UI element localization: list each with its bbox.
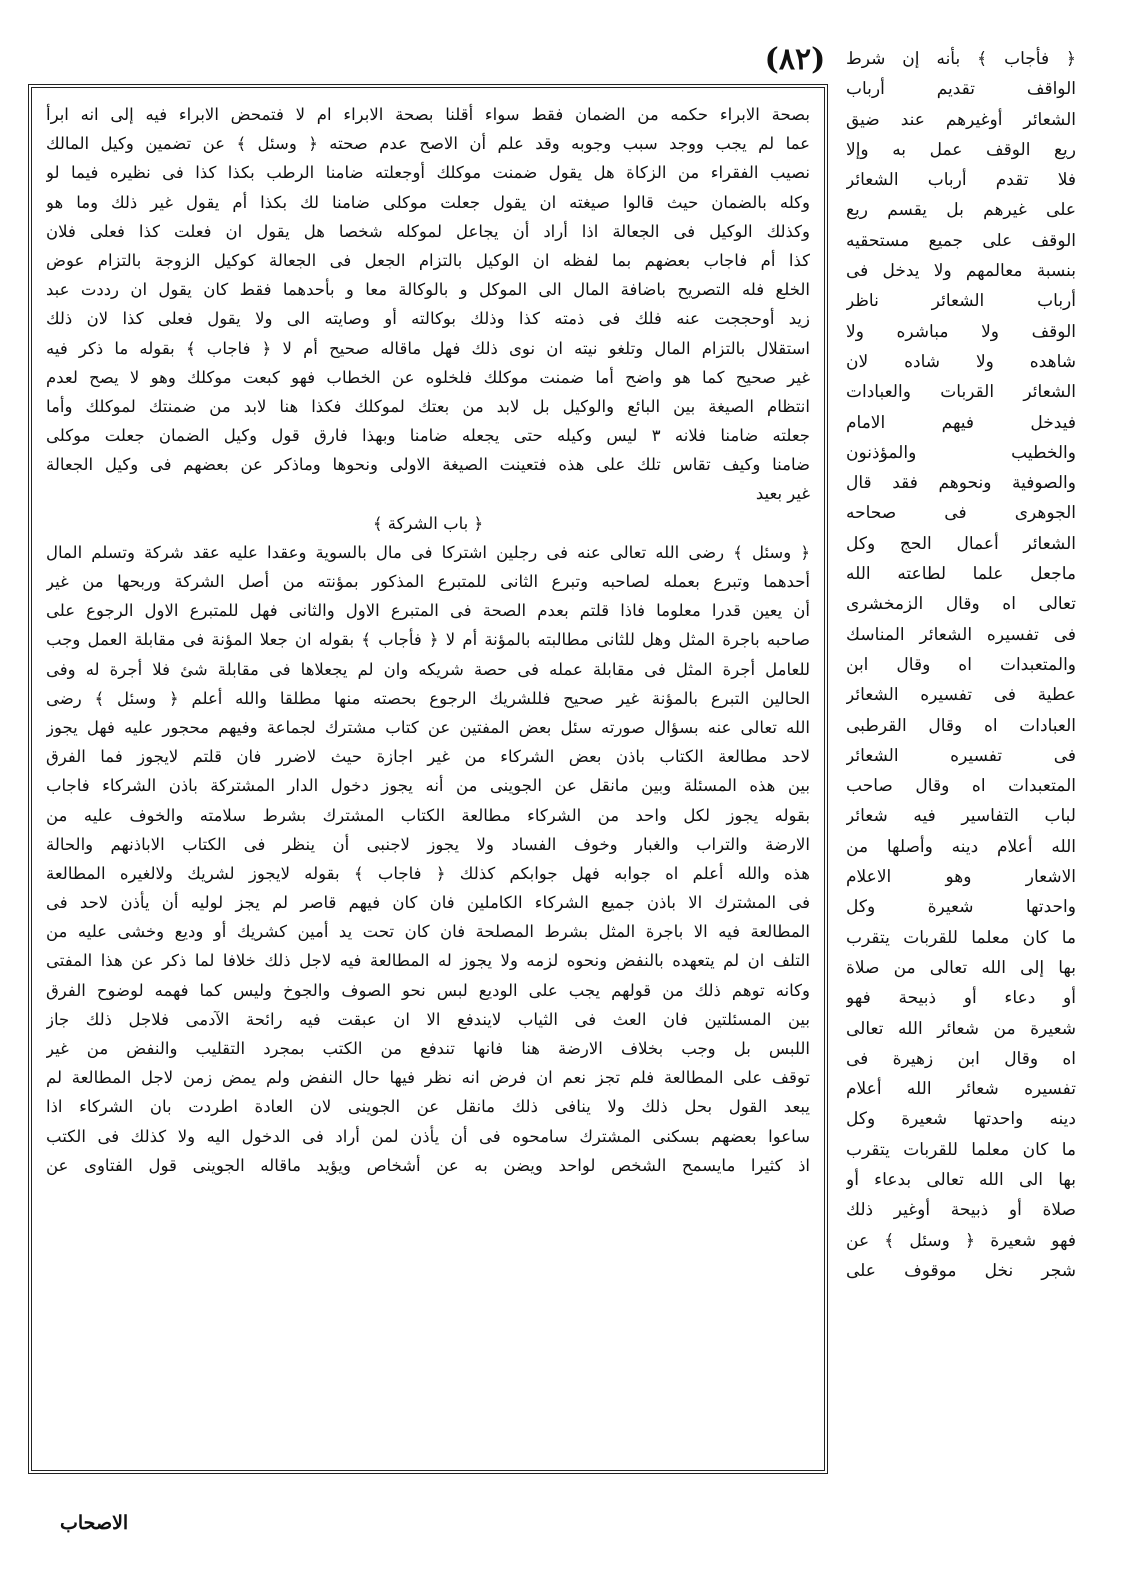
margin-text-line: الواقف تقديم أرباب (846, 79, 1076, 100)
main-text-line: يبعد القول بحل ذلك ولا ينافى ذلك مانقل عن الجوينى لان العادة اطردت بان الشركاء اذا (46, 1097, 810, 1117)
main-text-line: أن يعين قدرا معلوما فاذا قلتم بعدم الصحة فى المتبرع الاول والثانى فهل للمتبرع الاول الرجوع على (46, 601, 810, 621)
margin-commentary (846, 44, 1076, 1564)
main-text-line: اللبس بل وجب بخلاف الارضة هنا فانها تندفع من الكتب بمجرد التقليب والنفض من غير (46, 1039, 810, 1058)
margin-text-line: العبادات اه وقال القرطبى (846, 715, 1076, 736)
main-text-line: بين هذه المسئلة وبين مانقل عن الجوينى من أنه يجوز دخول الدار المشتركة باذن الشركاء فاجاب (46, 776, 810, 796)
margin-text-line: فهو شعيرة ﴿ وسئل ﴾ عن (846, 1230, 1076, 1251)
page-number: (٨٢) (764, 42, 826, 77)
main-text-line: ﴿ وسئل ﴾ رضى الله تعالى عنه فى رجلين اشتركا فى مال بالسوية وعقدا عليه عقد شركة وتسلم المال (46, 542, 810, 562)
margin-text-line: فى تفسيره الشعائر (846, 745, 1076, 766)
margin-text-line: بنسبة معالمهم ولا يدخل فى (846, 261, 1076, 282)
margin-text-line: المتعبدات اه وقال صاحب (846, 776, 1076, 797)
margin-text-line: بها الى الله تعالى بدعاء أو (846, 1169, 1076, 1190)
margin-text-line: بها إلى الله تعالى من صلاة (846, 957, 1076, 978)
margin-text-line: والمتعبدات اه وقال ابن (846, 654, 1076, 675)
main-text-line: جعلته ضامنا فلانه ٣ ليس وكيله حتى يجعله ضامنا وبهذا فارق قول وكيل الضمان جعلت موكلى (46, 426, 810, 446)
margin-text-line: فلا تقدم أرباب الشعائر (846, 170, 1076, 191)
section-heading-bab-al-sharika: ﴿ باب الشركة ﴾ (372, 513, 484, 533)
main-text-line: كذا أم فاجاب بعضهم بما لفظه ان الوكيل بالتزام الجعل فى الجعالة كوكيل الزوجة بالتزام عوض (46, 250, 810, 270)
main-text-line: وكله بالضمان حيث قالوا صيغته ان يقول جعلت موكلى ضامنا لك بكذا أم يقول غير ذلك وما هو (46, 192, 810, 212)
margin-text-line: الوقف ولا مباشره ولا (846, 321, 1076, 342)
margin-text-line: اه وقال ابن زهيرة فى (846, 1048, 1076, 1069)
margin-text-line: فى تفسيره الشعائر المناسك (846, 624, 1076, 645)
margin-text-line: شجر نخل موقوف على (846, 1260, 1076, 1281)
main-text-line: لاحد مطالعة الكتاب باذن بعض الشركاء من غير اجازة حيث لاضرر فان قلتم لايجوز فما الفرق (46, 747, 810, 767)
margin-text-line: لباب التفاسير فيه شعائر (846, 806, 1076, 827)
margin-text-line: الجوهرى فى صحاحه (846, 503, 1076, 524)
main-text-line: الحالين التبرع بالمؤنة غير صحيح فللشريك الرجوع بحصته منها مطلقا والله أعلم ﴿ وسئل ﴾ رضى (46, 688, 810, 708)
margin-text-line: واحدتها شعيرة وكل (846, 897, 1076, 918)
main-text-line: استقلال بالتزام المال وتلغو نيته ان نوى ذلك فهل ماقاله صحيح أم لا ﴿ فاجاب ﴾ بقوله ما ذكر فيه (46, 338, 810, 358)
margin-text-line: على غيرهم بل يقسم ريع (846, 200, 1076, 221)
margin-text-line: صلاة أو ذبيحة أوغير ذلك (846, 1200, 1076, 1221)
main-text-line: أحدهما وتبرع بعمله لصاحبه وتبرع الثانى للمتبرع المذكور بمؤنته من أصل الشركة وربحها من غير (46, 572, 810, 591)
main-text-line: انتظام الصيغة بين البائع والوكيل بل لابد من بعتك لموكلك فكذا هنا لابد من ضمنتك لموكلك وأما (46, 396, 810, 416)
margin-text-line: عطية فى تفسيره الشعائر (846, 685, 1076, 706)
main-text-line: بين المسئلتين فان العث فى الثياب لايندفع الا ان عبقت فيه رائحة الآدمى فلاجل ذلك جاز (46, 1009, 810, 1029)
margin-text-line: تفسيره شعائر الله أعلام (846, 1079, 1076, 1100)
main-text-line: صاحبه باجرة المثل وهل للثانى مطالبته بالمؤنة أم لا ﴿ فأجاب ﴾ بقوله ان جعلا المؤنة فى مقابلة العمل وجب (46, 630, 810, 650)
main-text-line: بصحة الابراء حكمه من الضمان فقط سواء أقلنا بصحة الابراء ام لا فتمحض الابراء فيه إلى انه ابرأ (46, 105, 810, 124)
main-text-line: نصيب الفقراء من الزكاة هل يقول ضمنت موكلك أوجعلته ضامنا الرطب بكذا كذا فى نظيره فيما لو (46, 163, 810, 183)
main-text-line: للعامل أجرة المثل فى مقابلة عمله فى حصة شريكه وان لم يجعلاها فى مقابلة شئ فلا أجرة له وفى (46, 659, 810, 679)
main-text-line: وكذلك الوكيل فى الجعالة اذا أراد أن يجاعل لموكله شخصا هل يقول ان فعلت كذا فعلى فلان (46, 221, 810, 241)
margin-text-line: ما كان معلما للقربات يتقرب (846, 927, 1076, 948)
main-text-line: المطالعة فيه الا باجرة المثل بشرط المصلحة فان كان تحت يد أمين كشريك أو وديع وخشى عليه من (46, 922, 810, 942)
main-text-line: اذ كثيرا مايسمح الشخص لواحد ويضن به عن أشخاص ويؤيد ماقاله الجوينى قول الفتاوى عن (46, 1155, 810, 1175)
margin-text-line: ما كان معلما للقربات يتقرب (846, 1139, 1076, 1160)
main-text-line: ضامنا وكيف تقاس تلك على هذه فتعينت الصيغة الاولى ونحوها وماذكر عن بعضهم فى وكيل الجعالة (46, 455, 810, 475)
margin-text-line: الشعائر أوغيرهم عند ضيق (846, 109, 1076, 130)
main-text-line: الخلع فله التصريح باضافة المال الى الموكل و بالوكالة معا و بأحدهما فقط كان يقول ان رددت عبد (46, 280, 810, 300)
main-text-line: وكانه توهم ذلك من قولهم يجب على الوديع لبس نحو الصوف والجوخ وليس كما فهمه لوضوح الفرق (46, 980, 810, 1000)
margin-text-line: دينه واحدتها شعيرة وكل (846, 1109, 1076, 1130)
main-text-line: الارضة والتراب والغبار وخوف الفساد ولا يجوز لاجنبى أن ينظر فى الكتاب الاباذنهم والحالة (46, 834, 810, 854)
margin-text-line: فيدخل فيهم الامام (846, 412, 1076, 433)
margin-text-line: ماجعل علما لطاعته الله (846, 564, 1076, 585)
margin-text-line: شاهده ولا شاده لان (846, 351, 1076, 372)
main-text-line: فى المشترك الا باذن جميع الشركاء الكاملين فان كان فيهم قاصر لم يجز لوليه أن يأذن لاحد فى (46, 893, 810, 913)
margin-text-line: ريع الوقف عمل به وإلا (846, 139, 1076, 160)
main-text-line: ساعوا بعضهم بسكنى المشترك سامحوه فى أن يأذن لمن أراد فى الدخول اليه ولا كذلك فى الكتب (46, 1126, 810, 1146)
margin-text-line: شعيرة من شعائر الله تعالى (846, 1018, 1076, 1039)
margin-text-line: أرباب الشعائر ناظر (846, 291, 1076, 312)
margin-text-line: أو دعاء أو ذبيحة فهو (846, 988, 1076, 1009)
margin-text-line: تعالى اه وقال الزمخشرى (846, 594, 1076, 615)
margin-text-line: والخطيب والمؤذنون (846, 442, 1076, 463)
main-text-line: غير صحيح كما هو واضح أما ضمنت موكلك فلخلوه عن الخطاب فهو كبعت موكلك وهو لا يصح لعدم (46, 367, 810, 387)
margin-text-line: الشعائر أعمال الحج وكل (846, 533, 1076, 554)
main-text-line: هذه والله أعلم اه جوابه فهل جوابكم كذلك ﴿ فاجاب ﴾ بقوله لايجوز لشريك ولالغيره المطالعة (46, 863, 810, 883)
margin-text-line: الشعائر القربات والعبادات (846, 382, 1076, 403)
main-text-line: بقوله يجوز لكل واحد من الشركاء مطالعة الكتاب المشترك بشرط سلامته والخوف عليه من (46, 805, 810, 825)
margin-text-line: والصوفية ونحوهم فقد قال (846, 473, 1076, 494)
main-text-line: زيد أوحججت عنه فلك فى ذمته كذا وذلك بوكالته أو وصايته الى ولا يقول فعلى كذا لان ذلك (46, 309, 810, 329)
margin-text-line: الاشعار وهو الاعلام (846, 867, 1076, 888)
main-text-line: عما لم يجب ووجد سبب وجوبه وقد علم أن الاصح عدم صحته ﴿ وسئل ﴾ عن تضمين وكيل المالك (46, 134, 810, 154)
main-text-line: التلف ان لم يتعهده بالنفض ونحوه لزمه ولا يجوز له المطالعة فيه لاجل ذلك خلافا لما ذكر عن هذا المفتى (46, 951, 810, 971)
margin-text-line: الله أعلام دينه وأصلها من (846, 836, 1076, 857)
main-text-frame (28, 84, 828, 1474)
main-text-line: توقف على المطالعة فلم تجز نعم ان فرض انه نظر فيها حال النفض ولم يمض زمن لاجل المطالعة لم (46, 1068, 810, 1088)
margin-text-line: الوقف على جميع مستحقيه (846, 230, 1076, 251)
margin-text-line: ﴿ فأجاب ﴾ بأنه إن شرط (846, 49, 1076, 69)
main-text-line: الله تعالى عنه بسؤال صورته سئل بعض المفتين عن كتاب مشترك لجماعة وفيهم محجور عليه فهل يجوز (46, 717, 810, 737)
main-text-line: غير بعيد (755, 484, 810, 504)
catchword: الاصحاب (60, 1512, 129, 1534)
